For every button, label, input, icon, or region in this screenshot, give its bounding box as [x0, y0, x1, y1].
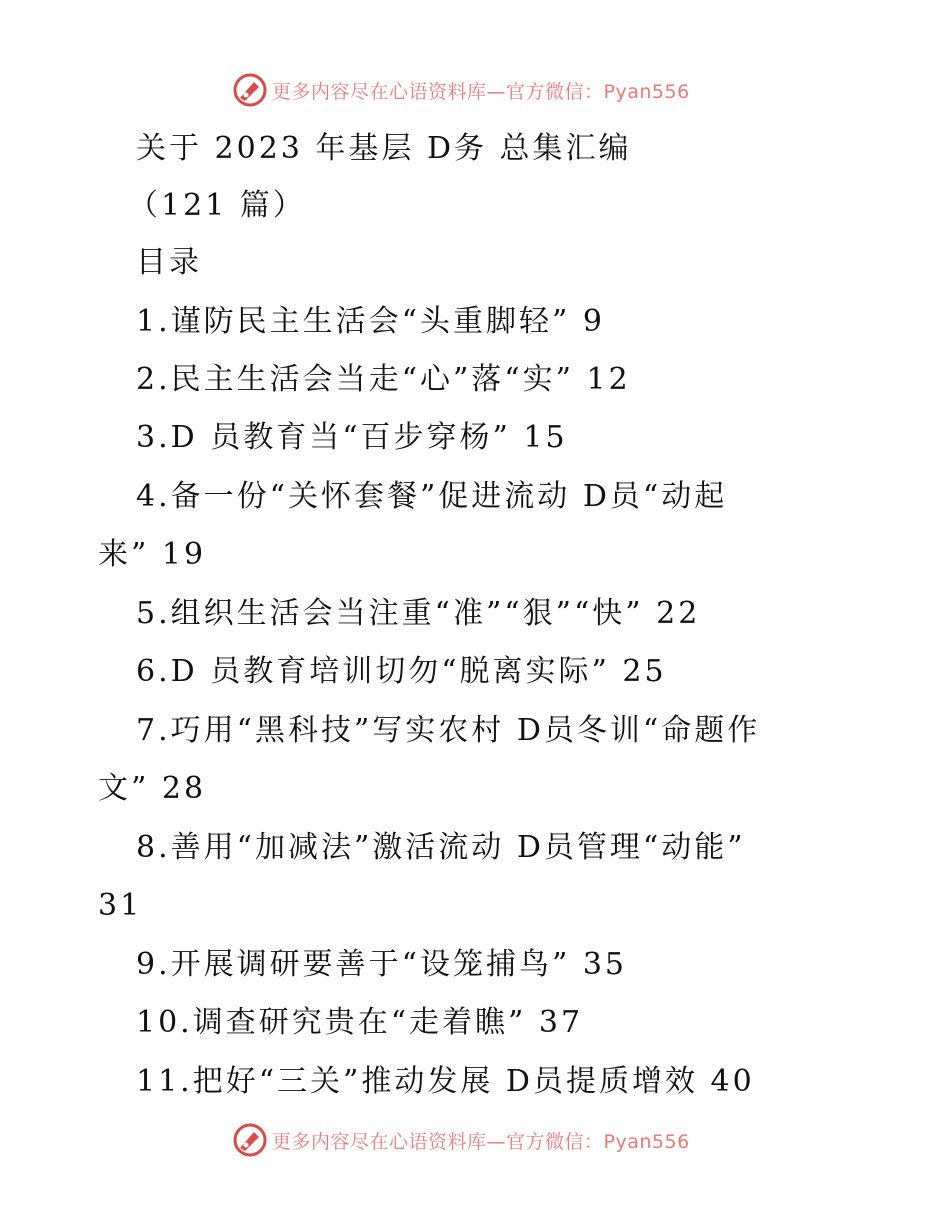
doc-title: 关于 2023 年基层 D务 总集汇编 [136, 131, 632, 166]
watermark-text: 更多内容尽在心语资料库—官方微信：Pyan556 [272, 80, 690, 103]
watermark-text: 更多内容尽在心语资料库—官方微信：Pyan556 [272, 1130, 690, 1153]
toc-item[interactable]: 11.把好“三关”推动发展 D员提质增效 40 [136, 1064, 755, 1099]
toc-item[interactable]: 10.调查研究贵在“走着瞧” 37 [136, 1005, 584, 1040]
toc-item[interactable]: 8.善用“加减法”激活流动 D员管理“动能” [136, 830, 746, 865]
toc-item[interactable]: 4.备一份“关怀套餐”促进流动 D员“动起 [136, 479, 728, 514]
toc-item[interactable]: 2.民主生活会当走“心”落“实” 12 [136, 362, 631, 397]
doc-subtitle: （121 篇） [128, 188, 306, 223]
pen-nib-circle-icon [232, 72, 268, 108]
watermark-banner-top [232, 72, 690, 108]
toc-item[interactable]: 6.D 员教育培训切勿“脱离实际” 25 [136, 654, 667, 689]
pen-nib-circle-icon [232, 1122, 268, 1158]
toc-item[interactable]: 5.组织生活会当注重“准”“狠”“快” 22 [136, 596, 701, 631]
toc-item[interactable]: 3.D 员教育当“百步穿杨” 15 [136, 420, 568, 455]
toc-item[interactable]: 9.开展调研要善于“设笼捕鸟” 35 [136, 947, 628, 982]
toc-item-continuation[interactable]: 来” 19 [98, 537, 207, 572]
toc-item-continuation[interactable]: 文” 28 [98, 771, 207, 806]
toc-item-continuation[interactable]: 31 [98, 888, 143, 923]
toc-item[interactable]: 1.谨防民主生活会“头重脚轻” 9 [136, 304, 605, 339]
toc-item[interactable]: 7.巧用“黑科技”写实农村 D员冬训“命题作 [136, 713, 761, 748]
watermark-banner-bottom [232, 1122, 690, 1158]
toc-heading: 目录 [136, 245, 202, 280]
